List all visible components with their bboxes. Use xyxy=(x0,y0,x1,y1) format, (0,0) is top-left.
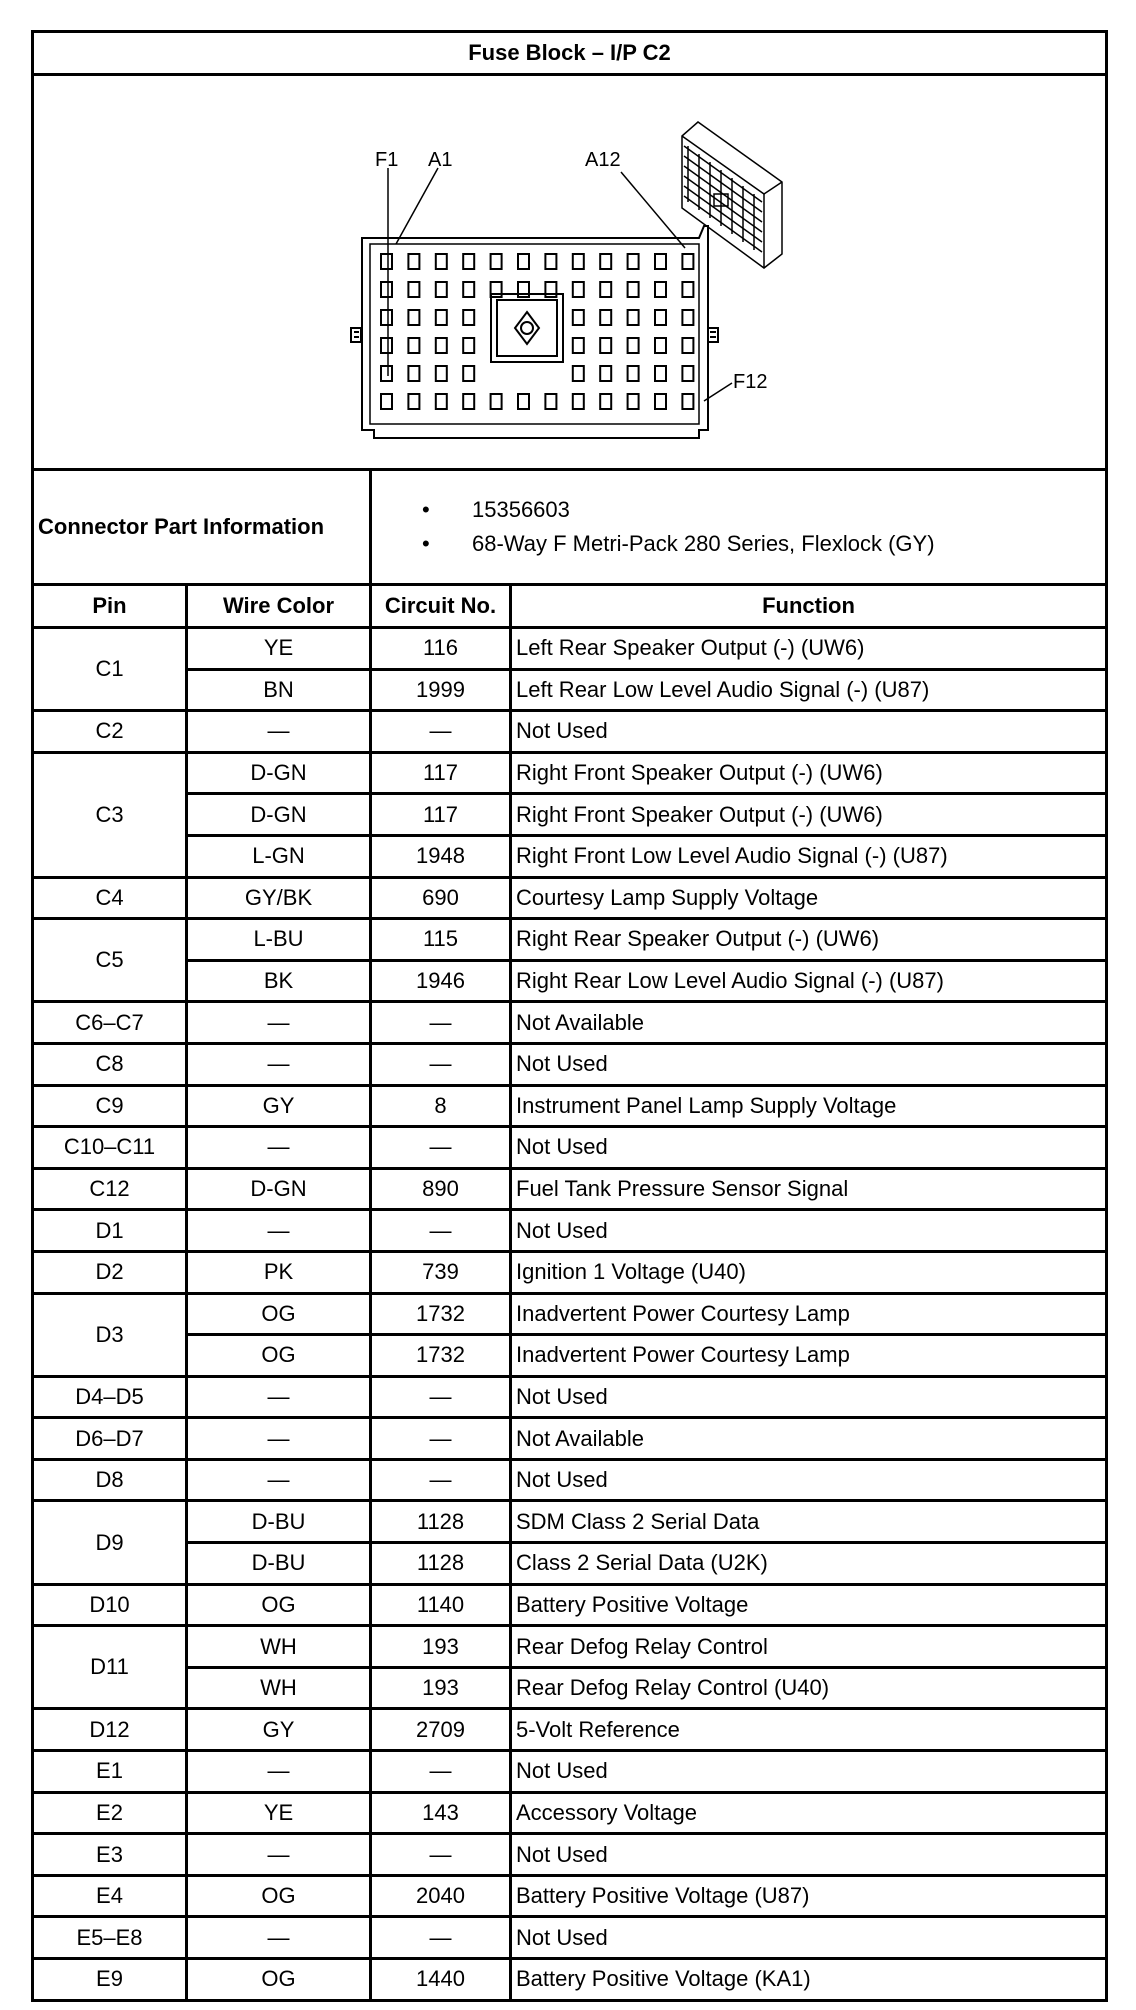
circuit-cell: — xyxy=(371,1210,511,1252)
function-cell: Ignition 1 Voltage (U40) xyxy=(511,1251,1107,1293)
connector-info-label: Connector Part Information xyxy=(33,470,371,585)
wire-color-cell: — xyxy=(187,1751,371,1793)
pin-cell: D9 xyxy=(33,1501,187,1584)
pin-cell: C1 xyxy=(33,628,187,711)
pin-cavity xyxy=(545,394,556,409)
table-row xyxy=(33,1335,1107,1377)
function-cell: Battery Positive Voltage (U87) xyxy=(511,1875,1107,1917)
wire-color-cell: — xyxy=(187,1917,371,1959)
pin-cavity xyxy=(600,338,611,353)
pin-cell: D3 xyxy=(33,1293,187,1376)
circuit-cell: 1440 xyxy=(371,1959,511,2001)
connector-perspective-icon xyxy=(682,122,782,268)
circuit-cell: 2040 xyxy=(371,1875,511,1917)
wire-color-cell: YE xyxy=(187,1792,371,1834)
pin-cavity xyxy=(408,310,419,325)
pin-cavity xyxy=(436,338,447,353)
wire-color-cell: WH xyxy=(187,1626,371,1668)
table-row xyxy=(33,1127,1107,1169)
function-cell: Fuel Tank Pressure Sensor Signal xyxy=(511,1168,1107,1210)
pin-cavity xyxy=(573,338,584,353)
pin-cell: C4 xyxy=(33,877,187,919)
function-cell: 5-Volt Reference xyxy=(511,1709,1107,1751)
table-row xyxy=(33,877,1107,919)
pin-cavity xyxy=(463,310,474,325)
wire-color-cell: — xyxy=(187,1459,371,1501)
function-cell: Right Rear Speaker Output (-) (UW6) xyxy=(511,919,1107,961)
table-row xyxy=(33,628,1107,670)
wire-color-cell: OG xyxy=(187,1959,371,2001)
circuit-cell: 1732 xyxy=(371,1293,511,1335)
circuit-cell: 117 xyxy=(371,794,511,836)
table-row xyxy=(33,669,1107,711)
function-cell: Right Front Speaker Output (-) (UW6) xyxy=(511,752,1107,794)
pin-cavity xyxy=(436,254,447,269)
circuit-cell: — xyxy=(371,1418,511,1460)
circuit-cell: — xyxy=(371,1002,511,1044)
pin-cavity xyxy=(682,394,693,409)
wire-color-cell: D-GN xyxy=(187,1168,371,1210)
pin-cavity xyxy=(573,394,584,409)
pin-cell: D2 xyxy=(33,1251,187,1293)
table-row xyxy=(33,1667,1107,1709)
pin-cavity xyxy=(573,254,584,269)
circuit-cell: — xyxy=(371,1917,511,1959)
table-row xyxy=(33,1376,1107,1418)
pin-cavity xyxy=(682,310,693,325)
wire-color-cell: BN xyxy=(187,669,371,711)
connector-info-list xyxy=(371,470,1107,585)
pin-cavity xyxy=(682,338,693,353)
table-row xyxy=(33,1043,1107,1085)
pin-cell: D6–D7 xyxy=(33,1418,187,1460)
circuit-cell: 890 xyxy=(371,1168,511,1210)
pin-cavity xyxy=(381,254,392,269)
pin-cavity xyxy=(600,254,611,269)
table-row xyxy=(33,1543,1107,1585)
pin-cell: D11 xyxy=(33,1626,187,1709)
connector-sheet xyxy=(31,30,1105,2002)
table-row xyxy=(33,1501,1107,1543)
pin-cell: D1 xyxy=(33,1210,187,1252)
pin-cavity xyxy=(436,310,447,325)
pin-cavity xyxy=(628,254,639,269)
connector-face-drawing xyxy=(34,76,1102,468)
wire-color-cell: — xyxy=(187,1834,371,1876)
circuit-cell: 116 xyxy=(371,628,511,670)
circuit-cell: 117 xyxy=(371,752,511,794)
pin-cavity xyxy=(655,254,666,269)
wire-color-cell: OG xyxy=(187,1335,371,1377)
pin-cavity xyxy=(436,394,447,409)
circuit-cell: — xyxy=(371,1043,511,1085)
pin-cavity xyxy=(655,394,666,409)
pin-cavity xyxy=(381,366,392,381)
circuit-cell: — xyxy=(371,711,511,753)
pin-cavity xyxy=(381,338,392,353)
circuit-cell: 2709 xyxy=(371,1709,511,1751)
pin-table-body xyxy=(33,628,1107,2001)
pin-cavity xyxy=(682,282,693,297)
pin-cavity xyxy=(655,282,666,297)
pin-cell: E9 xyxy=(33,1959,187,2001)
table-row xyxy=(33,1210,1107,1252)
function-cell: Not Used xyxy=(511,1917,1107,1959)
function-cell: Not Used xyxy=(511,1376,1107,1418)
function-cell: Inadvertent Power Courtesy Lamp xyxy=(511,1335,1107,1377)
wire-color-cell: OG xyxy=(187,1293,371,1335)
table-row xyxy=(33,1834,1107,1876)
function-cell: Accessory Voltage xyxy=(511,1792,1107,1834)
circuit-cell: 1946 xyxy=(371,960,511,1002)
pin-cell: E1 xyxy=(33,1751,187,1793)
table-row xyxy=(33,1751,1107,1793)
pin-cavity xyxy=(381,394,392,409)
wire-color-cell: GY xyxy=(187,1709,371,1751)
label-a1: A1 xyxy=(428,149,453,171)
table-row xyxy=(33,752,1107,794)
header-circuit: Circuit No. xyxy=(371,585,511,628)
pin-cavity xyxy=(600,310,611,325)
table-row xyxy=(33,1917,1107,1959)
label-f12: F12 xyxy=(733,371,768,393)
function-cell: SDM Class 2 Serial Data xyxy=(511,1501,1107,1543)
wire-color-cell: L-BU xyxy=(187,919,371,961)
table-row xyxy=(33,1168,1107,1210)
table-row xyxy=(33,1002,1107,1044)
pin-cavity xyxy=(682,366,693,381)
pin-cavity xyxy=(408,366,419,381)
table-row xyxy=(33,960,1107,1002)
circuit-cell: 115 xyxy=(371,919,511,961)
pin-cell: D10 xyxy=(33,1584,187,1626)
circuit-cell: — xyxy=(371,1834,511,1876)
pin-cavity xyxy=(491,394,502,409)
connector-diagram xyxy=(33,75,1107,470)
wire-color-cell: — xyxy=(187,1127,371,1169)
pin-cavity xyxy=(573,282,584,297)
wire-color-cell: OG xyxy=(187,1875,371,1917)
pin-cavity xyxy=(655,366,666,381)
pin-cavity xyxy=(655,338,666,353)
pin-cavity xyxy=(436,366,447,381)
function-cell: Battery Positive Voltage (KA1) xyxy=(511,1959,1107,2001)
pin-cavity xyxy=(408,394,419,409)
function-cell: Inadvertent Power Courtesy Lamp xyxy=(511,1293,1107,1335)
circuit-cell: 193 xyxy=(371,1667,511,1709)
pin-cell: C6–C7 xyxy=(33,1002,187,1044)
pin-cavity xyxy=(408,282,419,297)
function-cell: Right Front Low Level Audio Signal (-) (U87) xyxy=(511,835,1107,877)
table-row xyxy=(33,1251,1107,1293)
table-row xyxy=(33,1418,1107,1460)
wire-color-cell: OG xyxy=(187,1584,371,1626)
function-cell: Not Available xyxy=(511,1418,1107,1460)
pin-cell: D12 xyxy=(33,1709,187,1751)
table-row xyxy=(33,1875,1107,1917)
circuit-cell: 1948 xyxy=(371,835,511,877)
circuit-cell: — xyxy=(371,1751,511,1793)
wire-color-cell: — xyxy=(187,1376,371,1418)
wire-color-cell: — xyxy=(187,1002,371,1044)
table-row xyxy=(33,1459,1107,1501)
wire-color-cell: — xyxy=(187,1418,371,1460)
circuit-cell: 1999 xyxy=(371,669,511,711)
circuit-cell: 1128 xyxy=(371,1501,511,1543)
header-pin: Pin xyxy=(33,585,187,628)
function-cell: Not Available xyxy=(511,1002,1107,1044)
header-wire-color: Wire Color xyxy=(187,585,371,628)
function-cell: Right Front Speaker Output (-) (UW6) xyxy=(511,794,1107,836)
pin-cell: E5–E8 xyxy=(33,1917,187,1959)
function-cell: Right Rear Low Level Audio Signal (-) (U87) xyxy=(511,960,1107,1002)
pin-cavity xyxy=(600,282,611,297)
function-cell: Instrument Panel Lamp Supply Voltage xyxy=(511,1085,1107,1127)
wire-color-cell: GY xyxy=(187,1085,371,1127)
table-row xyxy=(33,1792,1107,1834)
table-row xyxy=(33,1293,1107,1335)
circuit-cell: 1732 xyxy=(371,1335,511,1377)
wire-color-cell: D-BU xyxy=(187,1501,371,1543)
connector-table xyxy=(31,30,1108,2002)
pin-cavity xyxy=(463,366,474,381)
pin-cell: C12 xyxy=(33,1168,187,1210)
pin-cavity xyxy=(628,366,639,381)
function-cell: Not Used xyxy=(511,1043,1107,1085)
pin-cell: E3 xyxy=(33,1834,187,1876)
wire-color-cell: — xyxy=(187,711,371,753)
function-cell: Rear Defog Relay Control (U40) xyxy=(511,1667,1107,1709)
pin-cell: C2 xyxy=(33,711,187,753)
table-row xyxy=(33,1584,1107,1626)
pin-cavity xyxy=(436,282,447,297)
wire-color-cell: — xyxy=(187,1210,371,1252)
table-row xyxy=(33,711,1107,753)
pin-cavity xyxy=(408,338,419,353)
function-cell: Battery Positive Voltage xyxy=(511,1584,1107,1626)
pin-cavity xyxy=(463,338,474,353)
wire-color-cell: D-GN xyxy=(187,794,371,836)
pin-cavity xyxy=(682,254,693,269)
pin-cavity xyxy=(655,310,666,325)
pin-cavity xyxy=(463,394,474,409)
circuit-cell: 739 xyxy=(371,1251,511,1293)
pin-cavity xyxy=(600,366,611,381)
pin-cavity xyxy=(545,254,556,269)
pin-cell: C5 xyxy=(33,919,187,1002)
pin-cavity xyxy=(408,254,419,269)
table-row xyxy=(33,794,1107,836)
pin-cavity xyxy=(381,310,392,325)
pin-cavity xyxy=(463,254,474,269)
table-row xyxy=(33,835,1107,877)
function-cell: Not Used xyxy=(511,1210,1107,1252)
wire-color-cell: YE xyxy=(187,628,371,670)
bullet-icon: • xyxy=(422,531,430,556)
pin-cell: C9 xyxy=(33,1085,187,1127)
function-cell: Courtesy Lamp Supply Voltage xyxy=(511,877,1107,919)
table-row xyxy=(33,1626,1107,1668)
circuit-cell: 143 xyxy=(371,1792,511,1834)
circuit-cell: — xyxy=(371,1459,511,1501)
pin-cell: C10–C11 xyxy=(33,1127,187,1169)
wire-color-cell: BK xyxy=(187,960,371,1002)
pin-cell: D4–D5 xyxy=(33,1376,187,1418)
pin-cavity xyxy=(518,254,529,269)
header-function: Function xyxy=(511,585,1107,628)
pin-cavity xyxy=(628,282,639,297)
pin-cell: C3 xyxy=(33,752,187,877)
function-cell: Not Used xyxy=(511,1459,1107,1501)
function-cell: Left Rear Low Level Audio Signal (-) (U87) xyxy=(511,669,1107,711)
table-row xyxy=(33,1085,1107,1127)
pin-cell: D8 xyxy=(33,1459,187,1501)
wire-color-cell: — xyxy=(187,1043,371,1085)
pin-cell: E2 xyxy=(33,1792,187,1834)
label-f1: F1 xyxy=(375,149,399,171)
pin-cell: E4 xyxy=(33,1875,187,1917)
pin-cavity xyxy=(628,338,639,353)
wire-color-cell: WH xyxy=(187,1667,371,1709)
wire-color-cell: D-BU xyxy=(187,1543,371,1585)
table-row xyxy=(33,919,1107,961)
bullet-icon: • xyxy=(422,497,430,522)
connector-part-number: • 15356603 xyxy=(422,497,570,522)
pin-cavity xyxy=(381,282,392,297)
circuit-cell: 1140 xyxy=(371,1584,511,1626)
function-cell: Not Used xyxy=(511,711,1107,753)
pin-cavity xyxy=(628,310,639,325)
wire-color-cell: GY/BK xyxy=(187,877,371,919)
pin-cavity xyxy=(573,366,584,381)
function-cell: Rear Defog Relay Control xyxy=(511,1626,1107,1668)
pin-cavity xyxy=(573,310,584,325)
label-a12: A12 xyxy=(585,149,621,171)
circuit-cell: 1128 xyxy=(371,1543,511,1585)
pin-cavity xyxy=(600,394,611,409)
table-row xyxy=(33,1959,1107,2001)
circuit-cell: 690 xyxy=(371,877,511,919)
circuit-cell: 8 xyxy=(371,1085,511,1127)
circuit-cell: — xyxy=(371,1376,511,1418)
wire-color-cell: PK xyxy=(187,1251,371,1293)
pin-cavity xyxy=(628,394,639,409)
pin-cavity xyxy=(463,282,474,297)
wire-color-cell: L-GN xyxy=(187,835,371,877)
wire-color-cell: D-GN xyxy=(187,752,371,794)
function-cell: Not Used xyxy=(511,1751,1107,1793)
page-title: Fuse Block – I/P C2 xyxy=(33,32,1107,75)
function-cell: Class 2 Serial Data (U2K) xyxy=(511,1543,1107,1585)
function-cell: Not Used xyxy=(511,1127,1107,1169)
circuit-cell: 193 xyxy=(371,1626,511,1668)
pin-cavity xyxy=(491,254,502,269)
connector-description: • 68-Way F Metri-Pack 280 Series, Flexlock (GY) xyxy=(422,531,935,556)
pin-cell: C8 xyxy=(33,1043,187,1085)
pin-cavity xyxy=(518,394,529,409)
circuit-cell: — xyxy=(371,1127,511,1169)
table-row xyxy=(33,1709,1107,1751)
function-cell: Not Used xyxy=(511,1834,1107,1876)
function-cell: Left Rear Speaker Output (-) (UW6) xyxy=(511,628,1107,670)
